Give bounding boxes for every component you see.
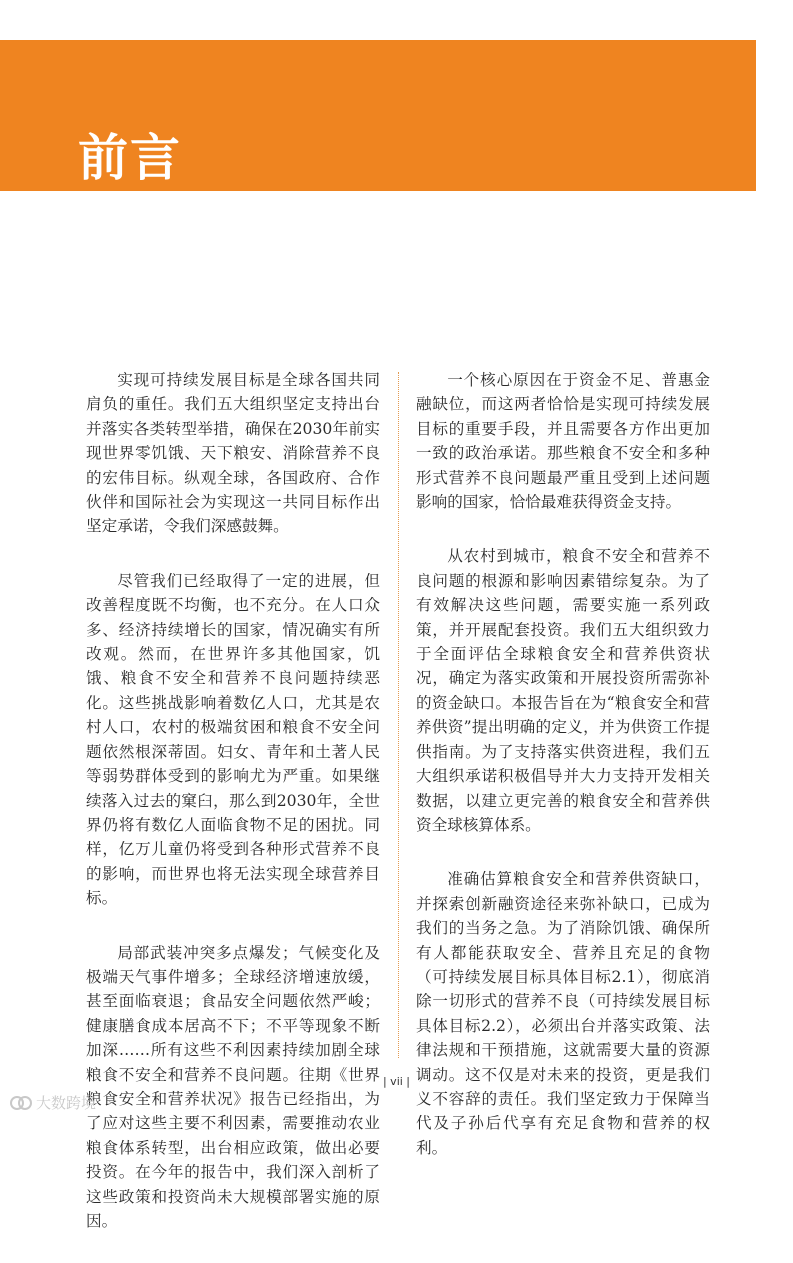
left-column <box>86 368 380 1263</box>
paragraph: 实现可持续发展目标是全球各国共同肩负的重任。我们五大组织坚定支持出台并落实各类转型举措，确保在2030年前实现世界零饥饿、天下粮安、消除营养不良的宏伟目标。纵观全球，各国政府、合作伙伴和国际社会为实现这一共同目标作出坚定承诺，令我们深感鼓舞。 <box>86 371 380 536</box>
paragraph: 局部武装冲突多点爆发；气候变化及极端天气事件增多；全球经济增速放缓，甚至面临衰退；食品安全问题依然严峻；健康膳食成本居高不下；不平等现象不断加深……所有这些不利因素持续加剧全球粮食不安全和营养不良问题。往期《世界粮食安全和营养状况》报告已经指出，为了应对这些主要不利因素，需要推动农业粮食体系转型，出台相应政策，做出必要投资。在今年的报告中，我们深入剖析了这些政策和投资尚未大规模部署实施的原因。 <box>86 943 380 1230</box>
watermark-text: 大数跨境 <box>36 1094 97 1112</box>
watermark <box>10 1092 96 1113</box>
right-column <box>416 368 710 1190</box>
brand-logo-icon <box>10 1093 32 1113</box>
paragraph: 尽管我们已经取得了一定的进展，但改善程度既不均衡，也不充分。在人口众多、经济持续增长的国家，情况确实有所改观。然而，在世界许多其他国家，饥饿、粮食不安全和营养不良问题持续恶化。这些挑战影响着数亿人口，尤其是农村人口，农村的极端贫困和粮食不安全问题依然根深蒂固。妇女、青年和土著人民等弱势群体受到的影响尤为严重。如果继续落入过去的窠臼，那么到2030年，全世界仍将有数亿人面临食物不足的困扰。同样，亿万儿童仍将受到各种形式营养不良的影响，而世界也将无法实现全球营养目标。 <box>86 571 380 908</box>
paragraph: 从农村到城市，粮食不安全和营养不良问题的根源和影响因素错综复杂。为了有效解决这些问题，需要实施一系列政策，并开展配套投资。我们五大组织致力于全面评估全球粮食安全和营养供资状况，确定为落实政策和开展投资所需弥补的资金缺口。本报告旨在为“粮食安全和营养供资”提出明确的定义，并为供资工作提供指南。为了支持落实供资进程，我们五大组织承诺积极倡导并大力支持开发相关数据，以建立更完善的粮食安全和营养供资全球核算体系。 <box>416 547 710 834</box>
column-divider <box>398 372 399 1058</box>
paragraph: 准确估算粮食安全和营养供资缺口，并探索创新融资途径来弥补缺口，已成为我们的当务之急。为了消除饥饿、确保所有人都能获取安全、营养且充足的食物（可持续发展目标具体目标2.1），彻底消除一切形式的营养不良（可持续发展目标具体目标2.2），必须出台并落实政策、法律法规和干预措施，这就需要大量的资源调动。这不仅是对未来的投资，更是我们义不容辞的责任。我们坚定致力于保障当代及子孙后代享有充足食物和营养的权利。 <box>416 870 710 1157</box>
paragraph: 一个核心原因在于资金不足、普惠金融缺位，而这两者恰恰是实现可持续发展目标的重要手段，并且需要各方作出更加一致的政治承诺。那些粮食不安全和多种形式营养不良问题最严重且受到上述问题影响的国家，恰恰最难获得资金支持。 <box>416 371 710 512</box>
page-number: | vii | <box>382 1075 411 1088</box>
page-title: 前言 <box>78 129 182 187</box>
